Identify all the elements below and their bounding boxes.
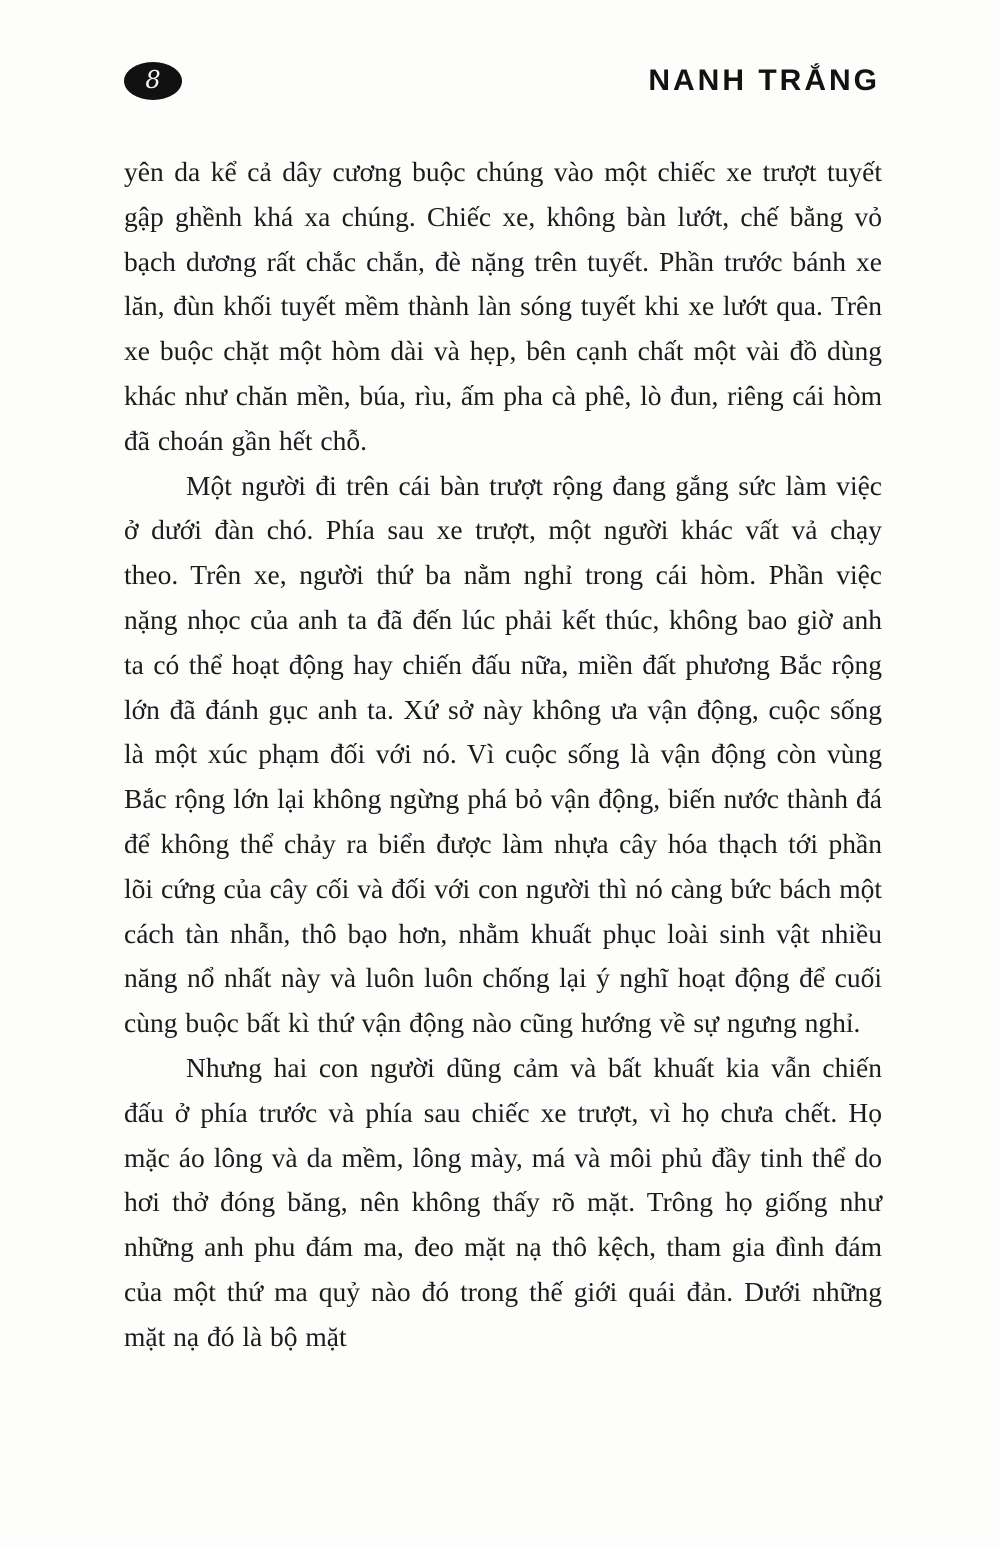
page-number-badge [124,62,182,100]
paragraph-3: Nhưng hai con người dũng cảm và bất khuất kia vẫn chiến đấu ở phía trước và phía sau chiếc xe trượt, vì họ chưa chết. Họ mặc áo lông và da mềm, lông mày, má và môi phủ đầy tinh thể do hơi thở đóng băng, nên không thấy rõ mặt. Trông họ giống như những anh phu đám ma, đeo mặt nạ thô kệch, tham gia đình đám của một thứ ma quỷ nào đó trong thế giới quái đản. Dưới những mặt nạ đó là bộ mặt [124,1051,882,1352]
book-title: NANH TRẮNG [648,64,880,97]
paragraph-2: Một người đi trên cái bàn trượt rộng đang gắng sức làm việc ở dưới đàn chó. Phía sau xe trượt, một người khác vất vả chạy theo. Trên xe, người thứ ba nằm nghỉ trong cái hòm. Phần việc nặng nhọc của anh ta đã đến lúc phải kết thúc, không bao giờ anh ta có thể hoạt động hay chiến đấu nữa, miền đất phương Bắc rộng lớn đã đánh gục anh ta. Xứ sở này không ưa vận động, cuộc sống là một xúc phạm đối với nó. Vì cuộc sống là vận động còn vùng Bắc rộng lớn lại không ngừng phá bỏ vận động, biến nước thành đá để không thể chảy ra biển được làm nhựa cây hóa thạch tới phần lõi cứng của cây cối và đối với con người thì nó càng bức bách một cách tàn nhẫn, thô bạo hơn, nhằm khuất phục loài sinh vật nhiều năng nổ nhất này và luôn luôn chống lại ý nghĩ hoạt động để cuối cùng buộc bất kì thứ vận động nào cũng hướng về sự ngưng nghỉ. [124,469,882,1039]
page-header [124,62,882,100]
body-text [124,150,882,1360]
page-number: 8 [145,66,161,94]
paragraph-1: yên da kể cả dây cương buộc chúng vào một chiếc xe trượt tuyết gập ghềnh khá xa chúng. Chiếc xe, không bàn lướt, chế bằng vỏ bạch dương rất chắc chắn, đè nặng trên tuyết. Phần trước bánh xe lăn, đùn khối tuyết mềm thành làn sóng tuyết khi xe lướt qua. Trên xe buộc chặt một hòm dài và hẹp, bên cạnh chất một vài đồ dùng khác như chăn mền, búa, rìu, ấm pha cà phê, lò đun, riêng cái hòm đã choán gần hết chỗ. [124,156,882,456]
